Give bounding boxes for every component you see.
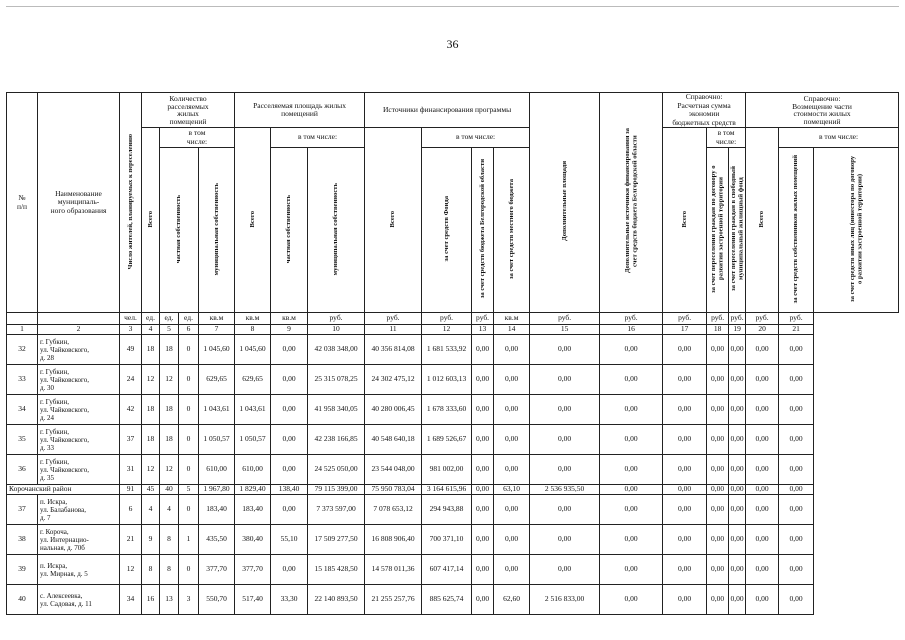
value-cell: 0,00 [779, 365, 814, 395]
header-comp-owners: за счет средств собственников жилых помещений [779, 148, 814, 313]
unit-cell: кв.м [271, 313, 308, 325]
value-cell: 0,00 [530, 335, 600, 365]
unit-cell: ед. [160, 313, 179, 325]
page-number: 36 [446, 37, 459, 51]
value-cell: 24 525 050,00 [308, 455, 365, 485]
value-cell: 0,00 [271, 395, 308, 425]
table-row [7, 455, 899, 485]
value-cell: 294 943,88 [422, 495, 472, 525]
value-cell: 0,00 [707, 525, 729, 555]
value-cell: 12 [120, 555, 142, 585]
address-cell: г. Губкин, ул. Чайковского, д. 33 [38, 425, 120, 455]
value-cell: 0,00 [730, 484, 744, 494]
value-cell: 0,00 [746, 425, 779, 455]
table-row [7, 585, 899, 615]
address-cell: п. Искра, ул. Мирная, д. 5 [38, 555, 120, 585]
value-cell: 22 140 893,50 [308, 585, 365, 615]
address-cell: г. Губкин, ул. Чайковского, д. 24 [38, 395, 120, 425]
value-cell: 0,00 [779, 425, 814, 455]
value-cell: 40 356 814,08 [365, 335, 422, 365]
value-cell: 0 [179, 365, 199, 395]
unit-cell: руб. [472, 313, 494, 325]
value-cell: 18 [142, 335, 160, 365]
value-cell: 0,00 [729, 425, 746, 455]
value-cell: 377,70 [199, 555, 235, 585]
value-cell: 0,00 [494, 495, 530, 525]
value-cell: 0,00 [494, 455, 530, 485]
column-number-cell: 6 [179, 325, 199, 335]
value-cell: 1 829,40 [235, 485, 271, 495]
value-cell: 0,00 [729, 585, 746, 615]
value-cell: 21 255 257,76 [365, 585, 422, 615]
value-cell: 23 544 048,00 [365, 455, 422, 485]
row-number: 33 [7, 365, 38, 395]
value-cell: 7 078 653,12 [365, 495, 422, 525]
value-cell: 0,00 [729, 495, 746, 525]
value-cell: 16 808 906,40 [365, 525, 422, 555]
value-cell: 1 045,60 [235, 335, 271, 365]
value-cell: 0,00 [271, 555, 308, 585]
value-cell: 0,00 [600, 365, 663, 395]
value-cell: 18 [142, 395, 160, 425]
address-cell: г. Губкин, ул. Чайковского, д. 30 [38, 365, 120, 395]
value-cell: 0,00 [663, 585, 707, 615]
value-cell: 0,00 [663, 485, 707, 495]
unit-cell: руб. [600, 313, 663, 325]
value-cell: 12 [142, 455, 160, 485]
value-cell: 0,00 [779, 335, 814, 365]
column-number-cell: 2 [38, 325, 120, 335]
value-cell: 0,00 [779, 495, 814, 525]
value-cell: 2 516 833,00 [530, 585, 600, 615]
value-cell: 0,00 [530, 525, 600, 555]
table-row [7, 555, 899, 585]
value-cell: 0,00 [271, 365, 308, 395]
value-cell: 0 [179, 395, 199, 425]
value-cell: 0,00 [600, 485, 663, 495]
value-cell: 0,00 [729, 395, 746, 425]
value-cell: 18 [160, 395, 179, 425]
column-number-cell: 8 [235, 325, 271, 335]
column-number-cell: 12 [422, 325, 472, 335]
header-qty-municipal: муниципальная собственность [199, 148, 235, 313]
header-qty-total: Всего [142, 128, 160, 313]
value-cell: 37 [120, 425, 142, 455]
row-number: 40 [7, 585, 38, 615]
unit-cell: руб. [707, 313, 729, 325]
value-cell: 0,00 [663, 335, 707, 365]
value-cell: 0,00 [600, 585, 663, 615]
value-cell: 0,00 [746, 485, 779, 495]
header-area-incl: в том числе: [271, 128, 365, 148]
value-cell: 0,00 [746, 525, 779, 555]
value-cell: 0,00 [494, 555, 530, 585]
column-number-row [7, 325, 899, 335]
value-cell: 0,00 [472, 525, 494, 555]
value-cell: 0,00 [472, 585, 494, 615]
value-cell: 0,00 [271, 335, 308, 365]
value-cell: 629,65 [235, 365, 271, 395]
value-cell: 0,00 [530, 425, 600, 455]
unit-cell: руб. [746, 313, 779, 325]
address-cell: г. Губкин, ул. Чайковского, д. 35 [38, 455, 120, 485]
value-cell: 885 625,74 [422, 585, 472, 615]
value-cell: 1 689 526,67 [422, 425, 472, 455]
value-cell: 1 045,60 [199, 335, 235, 365]
row-number: 32 [7, 335, 38, 365]
column-number-cell: 16 [600, 325, 663, 335]
value-cell: 0,00 [663, 365, 707, 395]
table-row [7, 525, 899, 555]
row-number: 36 [7, 455, 38, 485]
value-cell: 6 [120, 495, 142, 525]
value-cell: 981 002,00 [422, 455, 472, 485]
value-cell: 0,00 [729, 525, 746, 555]
unit-cell: руб. [779, 313, 814, 325]
unit-cell: кв.м [494, 313, 530, 325]
value-cell: 380,40 [235, 525, 271, 555]
value-cell: 41 958 340,05 [308, 395, 365, 425]
value-cell: 0,00 [707, 555, 729, 585]
value-cell: 0,00 [746, 555, 779, 585]
header-area-private: частная собственность [271, 148, 308, 313]
value-cell: 610,00 [235, 455, 271, 485]
value-cell: 0,00 [472, 365, 494, 395]
value-cell: 0,00 [779, 455, 814, 485]
value-cell: 25 315 078,25 [308, 365, 365, 395]
value-cell: 79 115 399,00 [308, 485, 365, 495]
header-comp-group: Справочно: Возмещение части стоимости жилых помещений [746, 93, 899, 128]
value-cell: 0,00 [729, 335, 746, 365]
value-cell: 0,00 [494, 525, 530, 555]
value-cell: 24 302 475,12 [365, 365, 422, 395]
header-econ-free: за счет переселения граждан в свободный муниципальный жилищный фонд [729, 148, 746, 313]
value-cell: 183,40 [235, 495, 271, 525]
row-number: 38 [7, 525, 38, 555]
value-cell: 0,00 [746, 335, 779, 365]
row-number: 34 [7, 395, 38, 425]
header-extra-src: Дополнительные источники финансирования за счет средств бюджета Белгородской области [600, 93, 663, 313]
value-cell: 0,00 [707, 485, 729, 495]
header-area-municipal: муниципальная собственность [308, 148, 365, 313]
value-cell: 1 043,61 [235, 395, 271, 425]
value-cell: 1 967,80 [199, 485, 235, 495]
resettlement-table [6, 92, 899, 615]
header-comp-others: за счет средств иных лиц (инвестора по договору о развитии застроенной территории) [814, 148, 899, 313]
column-number-cell: 13 [472, 325, 494, 335]
value-cell: 18 [142, 425, 160, 455]
value-cell: 0 [179, 335, 199, 365]
value-cell: 0,00 [779, 555, 814, 585]
value-cell: 0,00 [530, 495, 600, 525]
value-cell: 0,00 [663, 525, 707, 555]
value-cell: 610,00 [199, 455, 235, 485]
value-cell: 63,10 [494, 485, 530, 495]
header-extra-area: Дополнительные площади [530, 93, 600, 313]
value-cell: 16 [142, 585, 160, 615]
value-cell: 7 373 597,00 [308, 495, 365, 525]
value-cell: 0,00 [746, 585, 779, 615]
unit-cell: руб. [663, 313, 707, 325]
value-cell: 0,00 [779, 525, 814, 555]
header-fin-total: Всего [365, 128, 422, 313]
value-cell: 0,00 [530, 395, 600, 425]
value-cell: 0,00 [663, 395, 707, 425]
value-cell: 517,40 [235, 585, 271, 615]
value-cell: 0,00 [600, 525, 663, 555]
value-cell: 0,00 [729, 365, 746, 395]
value-cell: 0,00 [600, 555, 663, 585]
value-cell: 0,00 [530, 455, 600, 485]
value-cell: 0,00 [746, 365, 779, 395]
column-number-cell: 14 [494, 325, 530, 335]
header-comp-incl: в том числе: [779, 128, 899, 148]
row-number: 37 [7, 495, 38, 525]
header-econ-group: Справочно: Расчетная сумма экономии бюджетных средств [663, 93, 746, 128]
value-cell: 1 [179, 525, 199, 555]
value-cell: 0,00 [600, 425, 663, 455]
value-cell: 0,00 [663, 425, 707, 455]
value-cell: 91 [120, 485, 142, 495]
value-cell: 42 038 348,00 [308, 335, 365, 365]
value-cell: 0,00 [530, 365, 600, 395]
value-cell: 9 [142, 525, 160, 555]
value-cell: 0,00 [271, 455, 308, 485]
value-cell: 0,00 [600, 455, 663, 485]
value-cell: 13 [160, 585, 179, 615]
value-cell: 0,00 [494, 365, 530, 395]
unit-cell: руб. [729, 313, 746, 325]
value-cell: 4 [160, 495, 179, 525]
value-cell: 1 012 603,13 [422, 365, 472, 395]
value-cell: 0,00 [779, 395, 814, 425]
value-cell: 18 [160, 425, 179, 455]
value-cell: 0,00 [779, 585, 814, 615]
unit-cell: кв.м [199, 313, 235, 325]
header-econ-total: Всего [663, 128, 707, 313]
value-cell: 0,00 [729, 555, 746, 585]
header-fin-group: Источники финансирования программы [365, 93, 530, 128]
value-cell: 12 [160, 455, 179, 485]
column-number-cell: 3 [120, 325, 142, 335]
unit-cell: кв.м [235, 313, 271, 325]
value-cell: 0,00 [472, 485, 494, 495]
address-cell: г. Губкин, ул. Чайковского, д. 28 [38, 335, 120, 365]
header-econ-dev: за счет переселения граждан по договору о развитии застроенной территории [707, 148, 729, 313]
unit-cell: руб. [422, 313, 472, 325]
value-cell: 183,40 [199, 495, 235, 525]
value-cell: 0,00 [530, 555, 600, 585]
column-number-cell: 4 [142, 325, 160, 335]
value-cell: 40 548 640,18 [365, 425, 422, 455]
column-number-cell: 10 [308, 325, 365, 335]
value-cell: 3 [179, 585, 199, 615]
value-cell: 1 678 333,60 [422, 395, 472, 425]
value-cell: 0,00 [746, 495, 779, 525]
value-cell: 18 [160, 335, 179, 365]
row-number: 39 [7, 555, 38, 585]
header-comp-total: Всего [746, 128, 779, 313]
value-cell: 0,00 [472, 395, 494, 425]
value-cell: 62,60 [494, 585, 530, 615]
header-qty-private: частная собственность [160, 148, 199, 313]
value-cell: 3 164 615,96 [422, 485, 472, 495]
value-cell: 4 [142, 495, 160, 525]
value-cell: 0,00 [600, 495, 663, 525]
unit-cell: ед. [142, 313, 160, 325]
header-qty-incl: в том числе: [160, 128, 235, 148]
header-residents: Число жителей, планируемых к переселению [120, 93, 142, 313]
value-cell: 2 536 935,50 [530, 485, 600, 495]
header-fin-fund: за счет средств Фонда [422, 148, 472, 313]
unit-cell: руб. [365, 313, 422, 325]
row-number: 35 [7, 425, 38, 455]
value-cell: 1 043,61 [199, 395, 235, 425]
value-cell: 0,00 [707, 585, 729, 615]
value-cell: 0,00 [707, 495, 729, 525]
value-cell: 8 [142, 555, 160, 585]
column-number-cell: 9 [271, 325, 308, 335]
value-cell: 0,00 [707, 335, 729, 365]
value-cell: 0,00 [779, 485, 814, 495]
header-qty-group: Количество расселяемых жилых помещений [142, 93, 235, 128]
value-cell: 14 578 011,36 [365, 555, 422, 585]
table-row [7, 425, 899, 455]
value-cell: 0 [179, 495, 199, 525]
header-area-group: Расселяемая площадь жилых помещений [235, 93, 365, 128]
unit-cell: чел. [120, 313, 142, 325]
value-cell: 8 [160, 555, 179, 585]
value-cell: 0 [179, 555, 199, 585]
value-cell: 45 [142, 485, 160, 495]
column-number-cell: 7 [199, 325, 235, 335]
value-cell: 0,00 [472, 455, 494, 485]
value-cell: 0,00 [663, 495, 707, 525]
value-cell: 0,00 [271, 425, 308, 455]
unit-cell: руб. [530, 313, 600, 325]
value-cell: 0,00 [271, 495, 308, 525]
header-area-total: Всего [235, 128, 271, 313]
column-number-cell: 21 [779, 325, 814, 335]
value-cell: 629,65 [199, 365, 235, 395]
column-number-cell: 20 [746, 325, 779, 335]
header-econ-incl: в том числе: [707, 128, 746, 148]
value-cell: 12 [160, 365, 179, 395]
value-cell: 138,40 [271, 485, 308, 495]
value-cell: 0,00 [663, 455, 707, 485]
value-cell: 0,00 [600, 335, 663, 365]
value-cell: 0,00 [472, 335, 494, 365]
address-cell: г. Короча, ул. Интернацио- нальная, д. 70б [38, 525, 120, 555]
value-cell: 34 [120, 585, 142, 615]
column-number-cell: 15 [530, 325, 600, 335]
value-cell: 49 [120, 335, 142, 365]
value-cell: 0,00 [729, 455, 746, 485]
value-cell: 17 509 277,50 [308, 525, 365, 555]
value-cell: 15 185 428,50 [308, 555, 365, 585]
column-number-cell: 1 [7, 325, 38, 335]
value-cell: 12 [142, 365, 160, 395]
value-cell: 31 [120, 455, 142, 485]
column-number-cell: 18 [707, 325, 729, 335]
unit-cell-empty [38, 313, 120, 325]
value-cell: 75 950 783,04 [365, 485, 422, 495]
value-cell: 0,00 [600, 395, 663, 425]
table-row [7, 495, 899, 525]
district-total-row [7, 485, 899, 495]
value-cell: 0,00 [494, 395, 530, 425]
value-cell: 0,00 [746, 455, 779, 485]
value-cell: 0,00 [707, 365, 729, 395]
value-cell: 0,00 [494, 425, 530, 455]
value-cell: 0,00 [472, 555, 494, 585]
value-cell: 33,30 [271, 585, 308, 615]
column-number-cell: 19 [729, 325, 746, 335]
unit-cell: руб. [308, 313, 365, 325]
header-fin-local: за счет средств местного бюджета [494, 148, 530, 313]
value-cell: 377,70 [235, 555, 271, 585]
value-cell: 40 [160, 485, 179, 495]
value-cell: 42 238 166,85 [308, 425, 365, 455]
table-row [7, 365, 899, 395]
page-top-rule [6, 6, 899, 7]
value-cell: 0,00 [746, 395, 779, 425]
header-name: Наименование муниципаль- ного образования [38, 93, 120, 313]
address-cell: с. Алексеевка, ул. Садовая, д. 11 [38, 585, 120, 615]
value-cell: 0,00 [663, 555, 707, 585]
value-cell: 24 [120, 365, 142, 395]
column-number-cell: 17 [663, 325, 707, 335]
value-cell: 0,00 [472, 425, 494, 455]
value-cell: 700 371,10 [422, 525, 472, 555]
unit-cell-empty [7, 313, 38, 325]
value-cell: 21 [120, 525, 142, 555]
units-row [7, 313, 899, 325]
value-cell: 435,50 [199, 525, 235, 555]
value-cell: 550,70 [199, 585, 235, 615]
value-cell: 0,00 [494, 335, 530, 365]
value-cell: 0,00 [707, 455, 729, 485]
value-cell: 0,00 [472, 495, 494, 525]
header-fin-incl: в том числе: [422, 128, 530, 148]
column-number-cell: 11 [365, 325, 422, 335]
value-cell: 0 [179, 425, 199, 455]
value-cell: 55,10 [271, 525, 308, 555]
value-cell: 1 050,57 [199, 425, 235, 455]
value-cell: 40 280 006,45 [365, 395, 422, 425]
header-no: № п/п [7, 93, 38, 313]
value-cell: 0,00 [707, 425, 729, 455]
district-name: Корочанский район [7, 485, 120, 495]
value-cell: 1 681 533,92 [422, 335, 472, 365]
table-row [7, 395, 899, 425]
address-cell: п. Искра, ул. Балабанова, д. 7 [38, 495, 120, 525]
unit-cell: ед. [179, 313, 199, 325]
header-fin-regional: за счет средств бюджета Белгородской области [472, 148, 494, 313]
table-row [7, 335, 899, 365]
value-cell: 607 417,14 [422, 555, 472, 585]
value-cell: 0,00 [707, 395, 729, 425]
column-number-cell: 5 [160, 325, 179, 335]
value-cell: 1 050,57 [235, 425, 271, 455]
value-cell: 0 [179, 455, 199, 485]
value-cell: 8 [160, 525, 179, 555]
value-cell: 5 [179, 485, 199, 495]
table-body [7, 335, 899, 615]
value-cell: 42 [120, 395, 142, 425]
